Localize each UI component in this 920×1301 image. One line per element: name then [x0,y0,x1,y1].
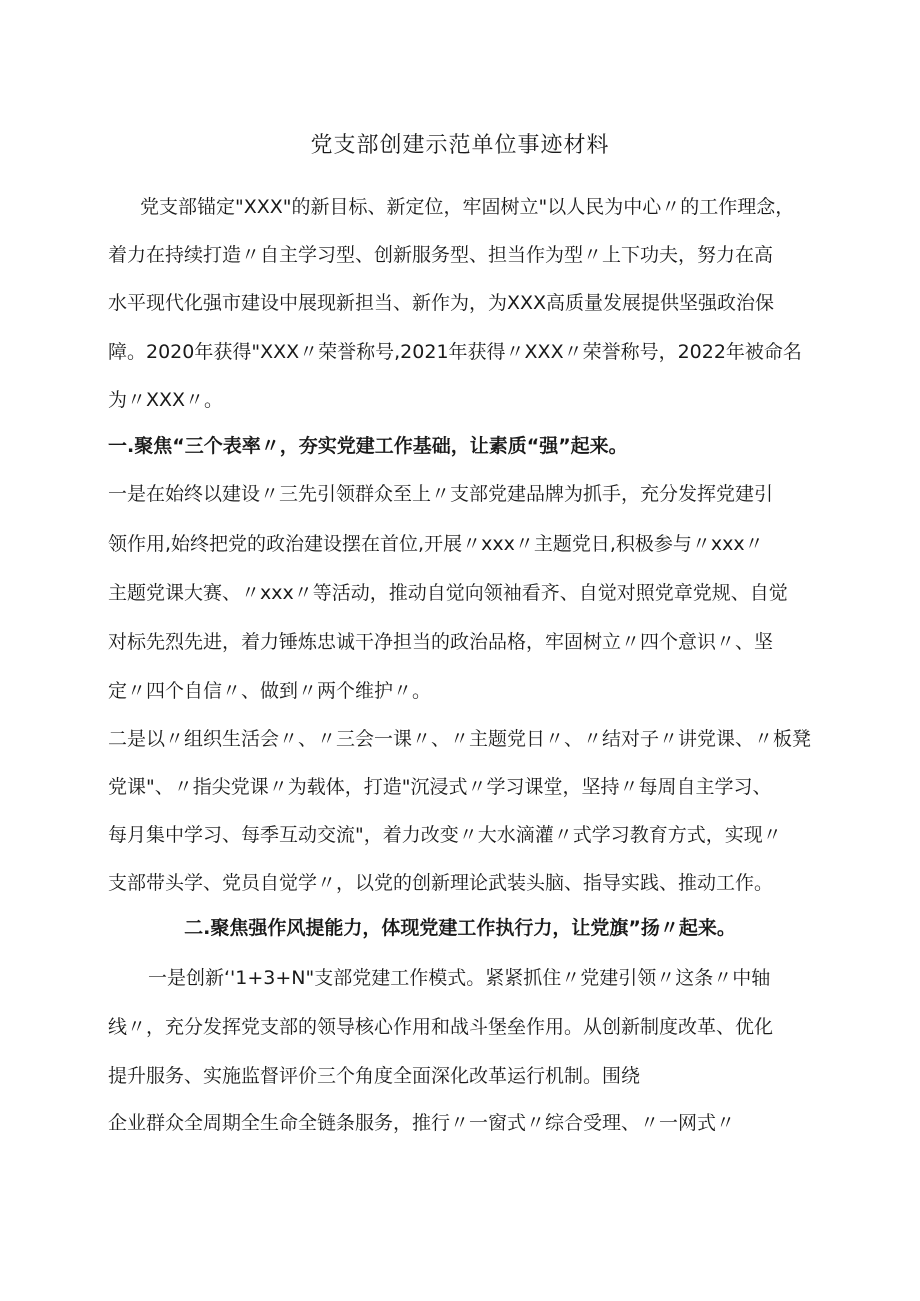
section1-line: 一是在始终以建设〃三先引领群众至上〃支部党建品牌为抓手，充分发挥党建引 [108,483,774,505]
section1-line: 每月集中学习、每季互动交流"，着力改变〃大水滴灌〃式学习教育方式，实现〃 [108,824,782,846]
section2-line: 企业群众全周期全生命全链条服务，推行〃一窗式〃综合受理、〃一网式〃 [108,1112,736,1134]
section2-line: 线〃，充分发挥党支部的领导核心作用和战斗堡垒作用。从创新制度改革、优化 [108,1016,774,1038]
section1-line: 党课"、〃指尖党课〃为载体，打造"沉浸式〃学习课堂，坚持〃每周自主学习、 [108,776,772,798]
section1-line: 对标先烈先进，着力锤炼忠诚干净担当的政治品格，牢固树立〃四个意识〃、坚 [108,631,774,653]
section1-line: 支部带头学、党员自觉学〃，以党的创新理论武装头脑、指导实践、推动工作。 [108,872,774,894]
section1-line: 领作用,始终把党的政治建设摆在首位,开展〃xxx〃主题党日,积极参与〃xxx〃 [108,533,764,555]
section2-line: 一是创新‘'1+3+N"支部党建工作模式。紧紧抓住〃党建引领〃这条〃中轴 [148,967,771,989]
intro-line: 着力在持续打造〃自主学习型、创新服务型、担当作为型〃上下功夫，努力在高 [108,244,774,266]
section2-line: 提升服务、实施监督评价三个角度全面深化改革运行机制。围绕 [108,1065,641,1087]
section1-heading: 一.聚焦“三个表率〃，夯实党建工作基础，让素质“强”起来。 [108,435,628,457]
section2-heading: 二.聚焦强作风提能力，体现党建工作执行力，让党旗”扬〃起来。 [184,917,736,939]
document-title: 党支部创建示范单位事迹材料 [310,133,610,158]
section1-line: 定〃四个自信〃、做到〃两个维护〃。 [108,680,432,702]
intro-line: 水平现代化强市建设中展现新担当、新作为，为XXX高质量发展提供坚强政治保 [108,292,775,314]
intro-line: 障。2020年获得"XXX〃荣誉称号,2021年获得〃XXX〃荣誉称号，2022年被命名 [108,341,802,363]
section1-line: 主题党课大赛、〃xxx〃等活动，推动自觉向领袖看齐、自觉对照党章党规、自觉 [108,582,788,604]
intro-line: 党支部锚定"XXX"的新目标、新定位，牢固树立"以人民为中心〃的工作理念， [140,196,795,218]
section1-line: 二是以〃组织生活会〃、〃三会一课〃、〃主题党日〃、〃结对子〃讲党课、〃板凳 [108,728,812,750]
intro-line: 为〃XXX〃。 [108,389,224,411]
